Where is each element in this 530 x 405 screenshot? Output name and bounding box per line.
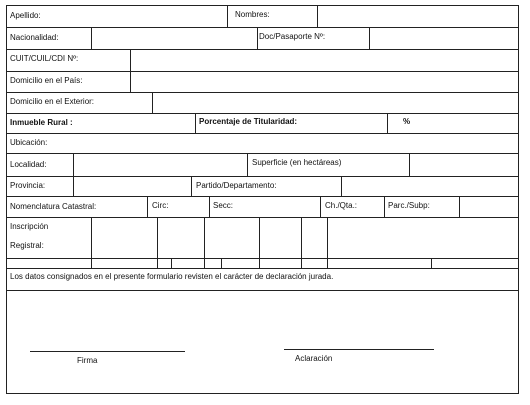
label-provincia: Provincia: <box>10 181 46 190</box>
row-divider <box>7 71 518 72</box>
row-divider <box>7 258 518 259</box>
label-domicilio-pais: Domicilio en el País: <box>10 76 83 85</box>
signature-line <box>30 351 185 352</box>
cell-divider <box>147 196 148 217</box>
cell-divider <box>409 153 410 176</box>
cell-divider <box>171 258 172 268</box>
label-cuit: CUIT/CUIL/CDI Nº: <box>10 54 79 63</box>
cell-divider <box>327 217 328 268</box>
cell-divider <box>195 113 196 133</box>
label-inmueble-rural: Inmueble Rural : <box>10 118 73 127</box>
cell-divider <box>341 176 342 196</box>
cell-divider <box>73 153 74 176</box>
label-nacionalidad: Nacionalidad: <box>10 33 59 42</box>
cell-divider <box>91 217 92 268</box>
label-inscripcion: Inscripción <box>10 222 49 231</box>
label-registral: Registral: <box>10 241 44 250</box>
cell-divider <box>387 113 388 133</box>
label-nomenclatura: Nomenclatura Catastral: <box>10 202 97 211</box>
row-divider <box>7 268 518 269</box>
cell-divider <box>320 196 321 217</box>
cell-divider <box>130 71 131 92</box>
clarification-line <box>284 349 434 350</box>
cell-divider <box>247 153 248 176</box>
cell-divider <box>384 196 385 217</box>
cell-divider <box>91 27 92 49</box>
row-divider <box>7 196 518 197</box>
cell-divider <box>191 176 192 196</box>
cell-divider <box>130 49 131 71</box>
label-porcentaje-titularidad: Porcentaje de Titularidad: <box>199 117 298 126</box>
label-nombres: Nombres: <box>235 10 270 19</box>
cell-divider <box>204 217 205 268</box>
cell-divider <box>259 217 260 268</box>
declaration-statement: Los datos consignados en el presente formulario revisten el carácter de declaración jurada. <box>10 272 334 281</box>
label-aclaracion: Aclaración <box>295 354 333 363</box>
label-domicilio-exterior: Domicilio en el Exterior: <box>10 97 95 106</box>
label-ch-qta: Ch./Qta.: <box>325 201 358 210</box>
cell-divider <box>227 6 228 27</box>
label-doc-pasaporte: Doc/Pasaporte Nº: <box>259 32 326 41</box>
cell-divider <box>157 217 158 268</box>
cell-divider <box>152 92 153 113</box>
cell-divider <box>459 196 460 217</box>
cell-divider <box>73 176 74 196</box>
label-secc: Secc: <box>213 201 234 210</box>
row-divider <box>7 133 518 134</box>
label-localidad: Localidad: <box>10 160 47 169</box>
label-parc-subp: Parc./Subp: <box>388 201 430 210</box>
cell-divider <box>221 258 222 268</box>
row-divider <box>7 49 518 50</box>
label-circ: Circ: <box>152 201 169 210</box>
row-divider <box>7 27 518 28</box>
label-ubicacion: Ubicación: <box>10 138 48 147</box>
cell-divider <box>369 27 370 49</box>
label-firma: Firma <box>77 356 98 365</box>
declaration-form <box>6 5 519 394</box>
percent-symbol: % <box>403 117 411 126</box>
label-superficie: Superficie (en hectáreas) <box>252 158 342 167</box>
cell-divider <box>317 6 318 27</box>
label-apellido: Apellido: <box>10 11 41 20</box>
row-divider <box>7 92 518 93</box>
cell-divider <box>209 196 210 217</box>
label-partido: Partido/Departamento: <box>196 181 277 190</box>
row-divider <box>7 290 518 291</box>
row-divider <box>7 153 518 154</box>
row-divider <box>7 217 518 218</box>
cell-divider <box>301 217 302 268</box>
cell-divider <box>431 258 432 268</box>
cell-divider <box>257 27 258 49</box>
row-divider <box>7 113 518 114</box>
row-divider <box>7 176 518 177</box>
